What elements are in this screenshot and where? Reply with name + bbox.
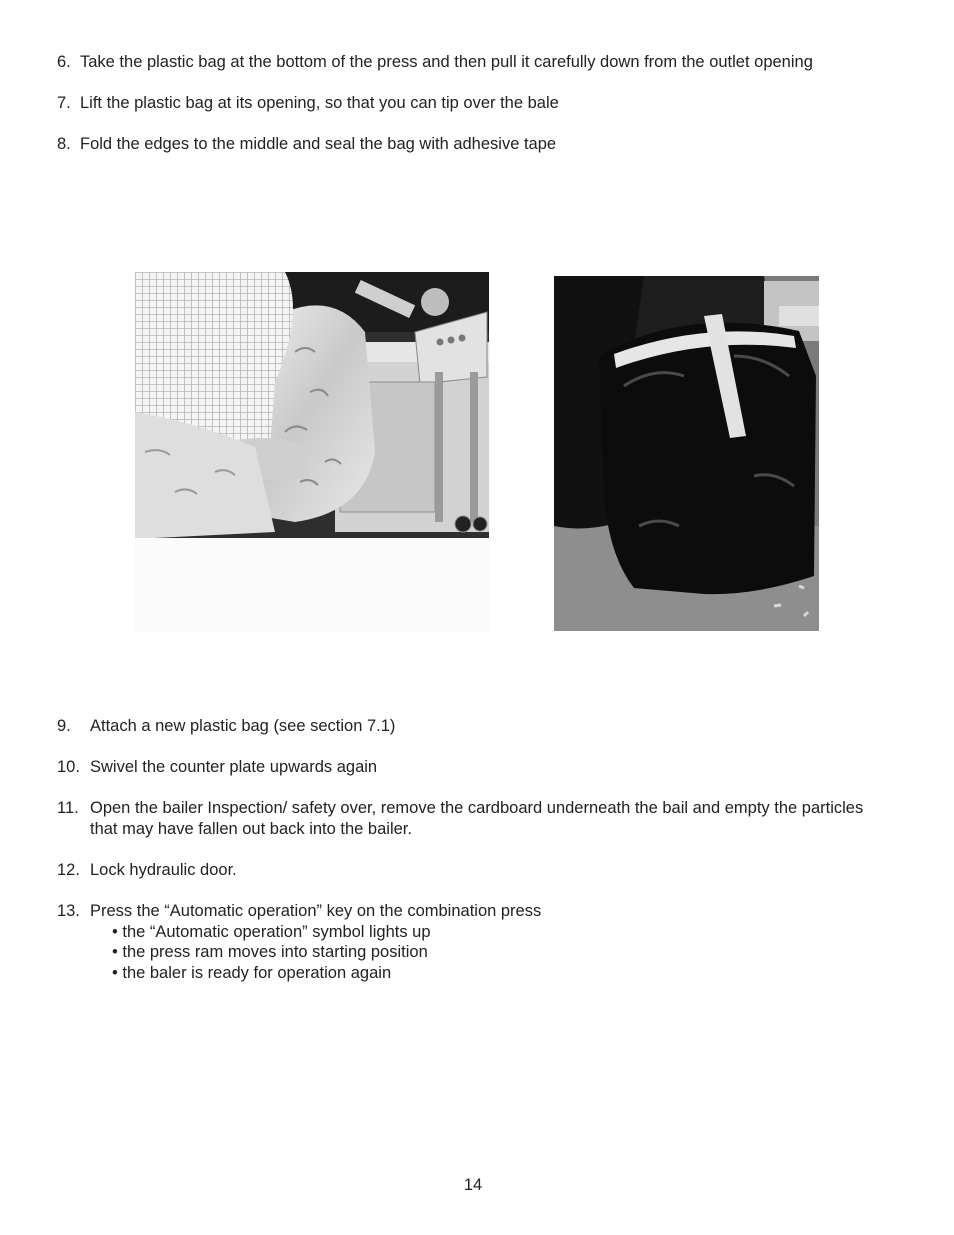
step-number: 13. [57, 902, 80, 920]
step-text: Press the “Automatic operation” key on the combination press [90, 902, 542, 920]
step-text: Lift the plastic bag at its opening, so that you can tip over the bale [80, 94, 559, 112]
step-7 [57, 93, 559, 114]
step-text: Fold the edges to the middle and seal the bag with adhesive tape [80, 135, 557, 153]
page-number: 14 [463, 1176, 483, 1194]
step-number: 10. [57, 758, 80, 776]
step-text: Lock hydraulic door. [90, 861, 237, 879]
step-number: 6. [57, 53, 71, 71]
step-number: 11. [57, 799, 79, 817]
step-text: Attach a new plastic bag (see section 7.1) [90, 717, 396, 735]
step-13 [57, 901, 541, 922]
photo-removing-bale [135, 272, 490, 632]
step-11 [57, 798, 863, 819]
step-number: 7. [57, 94, 71, 112]
step-text: Take the plastic bag at the bottom of the press and then pull it carefully down from the outlet opening [80, 53, 813, 71]
step-number: 12. [57, 861, 80, 879]
step-text: Open the bailer Inspection/ safety over, remove the cardboard underneath the bail and empty the particles [90, 799, 864, 817]
bullet-item: • the press ram moves into starting position [112, 943, 428, 961]
step-9 [57, 716, 395, 737]
bullet-item: • the baler is ready for operation again [112, 964, 392, 982]
step-8 [57, 134, 556, 155]
bullet-item: • the “Automatic operation” symbol lights up [112, 923, 431, 941]
step-number: 8. [57, 135, 71, 153]
step-number: 9. [57, 717, 71, 735]
step-10 [57, 757, 377, 778]
photo-sealed-bale [554, 276, 819, 631]
step-text: Swivel the counter plate upwards again [90, 758, 378, 776]
step-6 [57, 52, 813, 73]
step-11-continuation: that may have fallen out back into the bailer. [90, 820, 412, 838]
step-12 [57, 860, 237, 881]
